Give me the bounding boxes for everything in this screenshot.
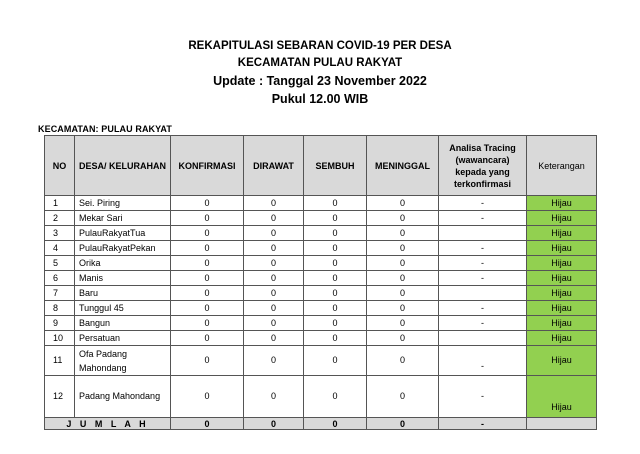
cell-desa: Baru — [75, 286, 171, 301]
cell-konfirmasi: 0 — [171, 286, 244, 301]
cell-desa: PulauRakyatPekan — [75, 241, 171, 256]
col-sembuh: SEMBUH — [304, 136, 367, 196]
cell-meninggal: 0 — [367, 286, 439, 301]
cell-no: 5 — [45, 256, 75, 271]
update-date: Update : Tanggal 23 November 2022 — [213, 74, 427, 88]
cell-sembuh: 0 — [304, 226, 367, 241]
cell-dirawat: 0 — [244, 331, 304, 346]
cell-konfirmasi: 0 — [171, 226, 244, 241]
cell-desa: PulauRakyatTua — [75, 226, 171, 241]
update-time: Pukul 12.00 WIB — [271, 92, 369, 106]
total-sembuh: 0 — [304, 418, 367, 430]
cell-analisa: - — [439, 196, 527, 211]
cell-dirawat: 0 — [244, 256, 304, 271]
col-keterangan: Keterangan — [527, 136, 597, 196]
cell-no: 8 — [45, 301, 75, 316]
table-row — [45, 226, 597, 241]
cell-keterangan: Hijau — [527, 256, 597, 271]
table-row — [45, 346, 597, 376]
cell-no: 10 — [45, 331, 75, 346]
report-title: REKAPITULASI SEBARAN COVID-19 PER DESA — [188, 40, 452, 52]
col-no: NO — [45, 136, 75, 196]
cell-konfirmasi: 0 — [171, 346, 244, 376]
total-dirawat: 0 — [244, 418, 304, 430]
table-row — [45, 376, 597, 418]
total-row — [45, 418, 597, 430]
cell-sembuh: 0 — [304, 286, 367, 301]
cell-sembuh: 0 — [304, 211, 367, 226]
cell-meninggal: 0 — [367, 301, 439, 316]
cell-konfirmasi: 0 — [171, 301, 244, 316]
total-keterangan — [527, 418, 597, 430]
table-row — [45, 196, 597, 211]
cell-no: 6 — [45, 271, 75, 286]
cell-meninggal: 0 — [367, 346, 439, 376]
cell-desa: Orika — [75, 256, 171, 271]
cell-desa: Tunggul 45 — [75, 301, 171, 316]
cell-analisa: - — [439, 271, 527, 286]
col-desa: DESA/ KELURAHAN — [75, 136, 171, 196]
cell-sembuh: 0 — [304, 376, 367, 418]
cell-dirawat: 0 — [244, 196, 304, 211]
cell-analisa — [439, 286, 527, 301]
cell-dirawat: 0 — [244, 346, 304, 376]
total-meninggal: 0 — [367, 418, 439, 430]
covid-recap-table — [44, 135, 597, 430]
cell-sembuh: 0 — [304, 331, 367, 346]
cell-meninggal: 0 — [367, 196, 439, 211]
cell-keterangan: Hijau — [527, 331, 597, 346]
col-meninggal: MENINGGAL — [367, 136, 439, 196]
cell-desa: Bangun — [75, 316, 171, 331]
cell-keterangan: Hijau — [527, 316, 597, 331]
cell-no: 1 — [45, 196, 75, 211]
table-row — [45, 331, 597, 346]
cell-meninggal: 0 — [367, 376, 439, 418]
cell-desa: Persatuan — [75, 331, 171, 346]
cell-analisa: - — [439, 211, 527, 226]
cell-konfirmasi: 0 — [171, 376, 244, 418]
table-row — [45, 286, 597, 301]
report-subtitle: KECAMATAN PULAU RAKYAT — [237, 57, 403, 69]
cell-konfirmasi: 0 — [171, 256, 244, 271]
col-analisa: Analisa Tracing (wawancara) kepada yang terkonfirmasi — [439, 136, 527, 196]
cell-dirawat: 0 — [244, 241, 304, 256]
cell-analisa: - — [439, 256, 527, 271]
cell-no: 12 — [45, 376, 75, 418]
cell-keterangan: Hijau — [527, 346, 597, 376]
cell-no: 4 — [45, 241, 75, 256]
cell-no: 2 — [45, 211, 75, 226]
cell-no: 9 — [45, 316, 75, 331]
table-row — [45, 241, 597, 256]
cell-meninggal: 0 — [367, 316, 439, 331]
cell-sembuh: 0 — [304, 271, 367, 286]
cell-analisa — [439, 226, 527, 241]
cell-dirawat: 0 — [244, 316, 304, 331]
cell-analisa: - — [439, 346, 527, 376]
cell-keterangan: Hijau — [527, 271, 597, 286]
cell-konfirmasi: 0 — [171, 211, 244, 226]
table-row — [45, 211, 597, 226]
table-row — [45, 316, 597, 331]
cell-desa: Mekar Sari — [75, 211, 171, 226]
cell-desa: Sei. Piring — [75, 196, 171, 211]
cell-keterangan: Hijau — [527, 376, 597, 418]
cell-analisa: - — [439, 241, 527, 256]
total-konfirmasi: 0 — [171, 418, 244, 430]
kecamatan-label: KECAMATAN: PULAU RAKYAT — [38, 124, 172, 134]
cell-sembuh: 0 — [304, 346, 367, 376]
cell-meninggal: 0 — [367, 256, 439, 271]
cell-meninggal: 0 — [367, 226, 439, 241]
cell-keterangan: Hijau — [527, 226, 597, 241]
cell-no: 3 — [45, 226, 75, 241]
cell-dirawat: 0 — [244, 376, 304, 418]
cell-konfirmasi: 0 — [171, 241, 244, 256]
cell-analisa: - — [439, 301, 527, 316]
cell-no: 7 — [45, 286, 75, 301]
cell-dirawat: 0 — [244, 271, 304, 286]
col-konfirmasi: KONFIRMASI — [171, 136, 244, 196]
cell-sembuh: 0 — [304, 256, 367, 271]
cell-dirawat: 0 — [244, 211, 304, 226]
total-label: J U M L A H — [45, 418, 171, 430]
cell-analisa: - — [439, 316, 527, 331]
cell-dirawat: 0 — [244, 301, 304, 316]
col-dirawat: DIRAWAT — [244, 136, 304, 196]
cell-sembuh: 0 — [304, 196, 367, 211]
cell-desa: Padang Mahondang — [75, 376, 171, 418]
cell-meninggal: 0 — [367, 241, 439, 256]
cell-dirawat: 0 — [244, 226, 304, 241]
cell-sembuh: 0 — [304, 316, 367, 331]
table-row — [45, 256, 597, 271]
cell-meninggal: 0 — [367, 331, 439, 346]
cell-keterangan: Hijau — [527, 196, 597, 211]
table-row — [45, 271, 597, 286]
cell-desa: Ofa Padang Mahondang — [75, 346, 171, 376]
table-header-row — [45, 136, 597, 196]
cell-keterangan: Hijau — [527, 241, 597, 256]
cell-no: 11 — [45, 346, 75, 376]
cell-meninggal: 0 — [367, 271, 439, 286]
cell-desa: Manis — [75, 271, 171, 286]
cell-konfirmasi: 0 — [171, 316, 244, 331]
cell-sembuh: 0 — [304, 241, 367, 256]
cell-konfirmasi: 0 — [171, 196, 244, 211]
cell-keterangan: Hijau — [527, 211, 597, 226]
cell-konfirmasi: 0 — [171, 331, 244, 346]
cell-analisa: - — [439, 376, 527, 418]
report-header — [0, 38, 640, 108]
table-row — [45, 301, 597, 316]
cell-meninggal: 0 — [367, 211, 439, 226]
total-analisa: - — [439, 418, 527, 430]
cell-dirawat: 0 — [244, 286, 304, 301]
cell-analisa — [439, 331, 527, 346]
cell-keterangan: Hijau — [527, 301, 597, 316]
cell-keterangan: Hijau — [527, 286, 597, 301]
cell-konfirmasi: 0 — [171, 271, 244, 286]
cell-sembuh: 0 — [304, 301, 367, 316]
